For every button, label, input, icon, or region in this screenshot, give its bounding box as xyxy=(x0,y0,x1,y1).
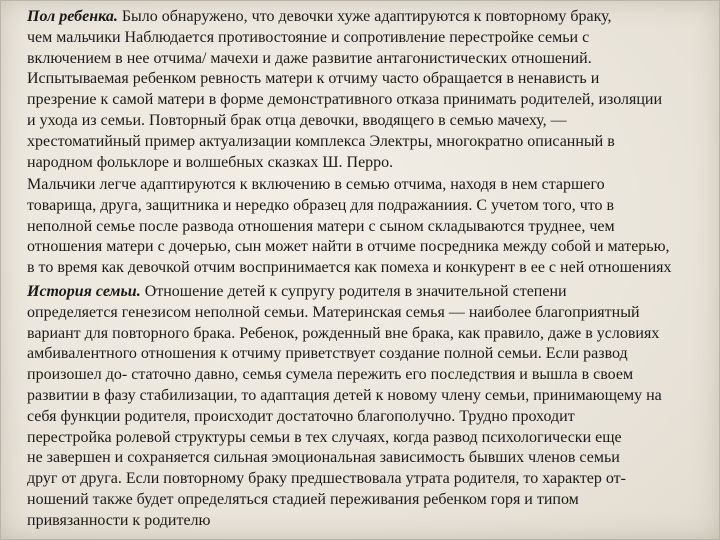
text-line: хрестоматийный пример актуализации комплекса Электры, многократно описанный в xyxy=(27,132,615,150)
text-line: ношений также будет определяться стадией переживания ребенком горя и типом xyxy=(27,490,579,508)
text-line: народном фольклоре и волшебных сказках Ш. Перро. xyxy=(27,153,394,171)
text-line: вариант для повторного брака. Ребенок, рожденный вне брака, как правило, даже в условиях xyxy=(27,324,660,342)
text-line: включением в нее отчима/ мачехи и даже развитие антагонистических отношений. xyxy=(27,49,592,67)
text-line: не завершен и сохраняется сильная эмоциональная зависимость бывших членов семьи xyxy=(27,449,620,467)
item-term: История семьи. xyxy=(27,283,141,300)
text-line: отношения матери с дочерью, сын может найти в отчиме посредника между собой и матерью, xyxy=(27,238,670,256)
text-line: товарища, друга, защитника и нередко образец для подражаниия. С учетом того, что в xyxy=(27,196,615,214)
text-line: неполной семье после развода отношения матери с сыном складываются труднее, чем xyxy=(27,217,615,235)
text-line: привязанности к родителю xyxy=(27,511,211,529)
item-text xyxy=(27,175,715,279)
item-text xyxy=(27,7,715,173)
list-item xyxy=(9,175,715,279)
list-item xyxy=(9,7,715,173)
item-text xyxy=(27,282,715,532)
list-item xyxy=(9,282,715,532)
text-line: презрение к самой матери в форме демонстративного отказа принимать родителей, изоляции xyxy=(27,91,663,109)
text-line: История семьи. Отношение детей к супругу родителя в значительной степени xyxy=(27,283,567,300)
text-line: развитии в фазу стабилизации, то адаптация детей к новому члену семьи, принимающему на xyxy=(27,386,662,404)
text-line: Мальчики легче адаптируются к включению в семью отчима, находя в нем старшего xyxy=(27,176,605,193)
text-line: чем мальчики Наблюдается противостояние и сопротивление перестройке семьи с xyxy=(27,28,590,46)
text-line: произошел до- статочно давно, семья сумела пережить его последствия и вышла в своем xyxy=(27,366,634,384)
text-line: себя функции родителя, происходит достаточно благополучно. Трудно проходит xyxy=(27,407,575,425)
text-line: Пол ребенка. Было обнаружено, что девочки хуже адаптируются к повторному браку, xyxy=(27,8,612,25)
text-line: и ухода из семьи. Повторный брак отца девочки, вводящего в семью мачеху, — xyxy=(27,111,567,129)
text-line: перестройка ролевой структуры семьи в тех случаях, когда развод психологически еще xyxy=(27,428,622,446)
text-line: амбивалентного отношения к отчиму приветствует создание полной семьи. Если развод xyxy=(27,345,628,363)
text-line: определяется генезисом неполной семьи. Материнская семья — наиболее благоприятный xyxy=(27,303,640,321)
text-line: Испытываемая ребенком ревность матери к отчиму часто обращается в ненависть и xyxy=(27,70,600,88)
item-term: Пол ребенка. xyxy=(27,8,118,25)
text-line: в то время как девочкой отчим воспринимается как помеха и конкурент в ее с ней отношениях xyxy=(27,259,672,277)
text-line: друг от друга. Если повторному браку предшествовала утрата родителя, то характер от- xyxy=(27,470,626,488)
